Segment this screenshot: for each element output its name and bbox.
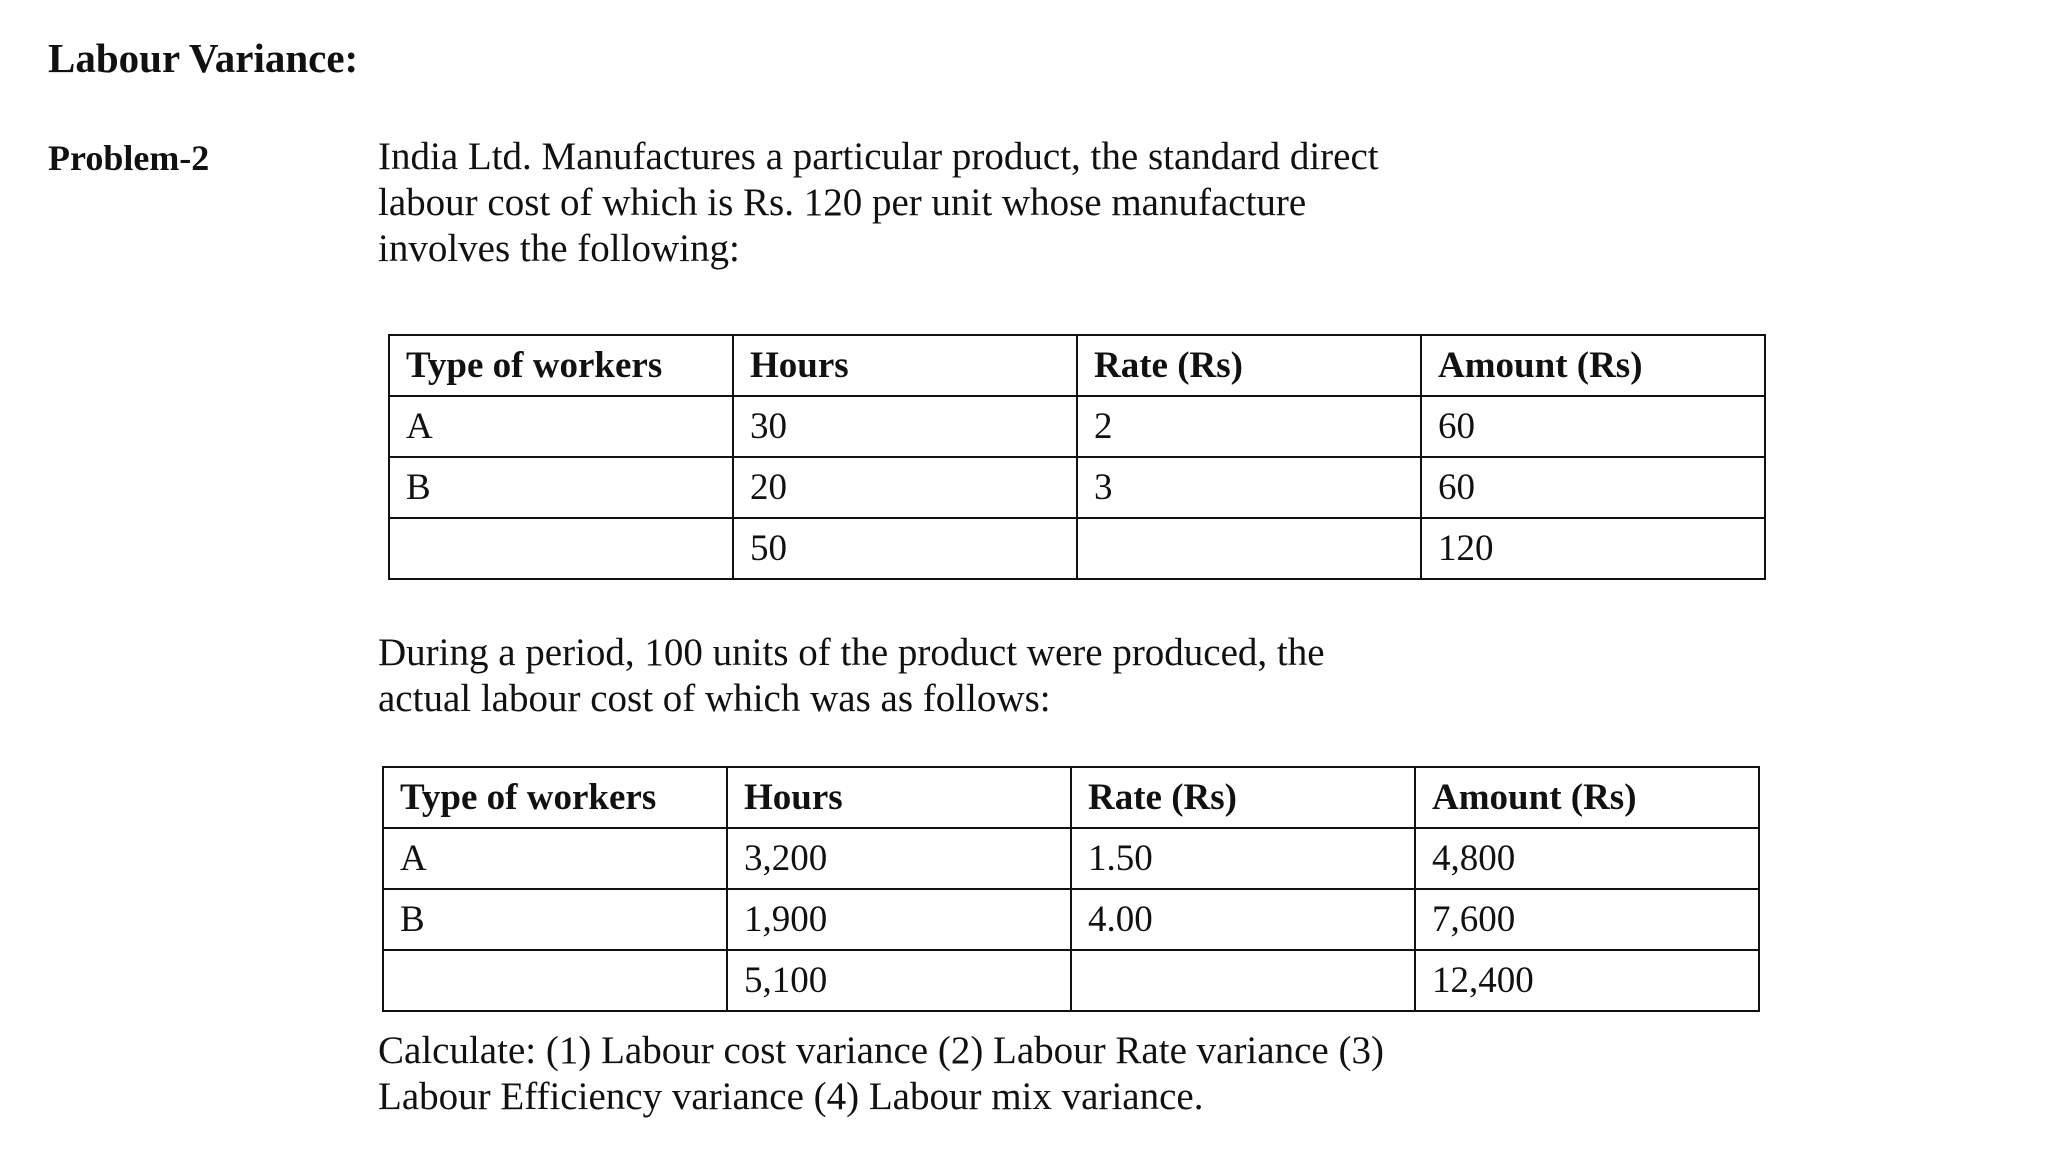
table-cell: 120 — [1421, 518, 1765, 579]
table-header-row — [383, 767, 1759, 828]
question-paragraph — [378, 1028, 1384, 1120]
actual-cost-table — [382, 766, 1760, 1012]
table-row — [383, 889, 1759, 950]
table-cell: 3 — [1077, 457, 1421, 518]
table-cell: 60 — [1421, 396, 1765, 457]
table-cell: A — [389, 396, 733, 457]
table-cell: 5,100 — [727, 950, 1071, 1011]
column-header: Type of workers — [389, 335, 733, 396]
table-cell: 2 — [1077, 396, 1421, 457]
table-row — [389, 457, 1765, 518]
table-cell: A — [383, 828, 727, 889]
column-header: Amount (Rs) — [1421, 335, 1765, 396]
question-line: Labour Efficiency variance (4) Labour mix variance. — [378, 1075, 1204, 1118]
column-header: Rate (Rs) — [1071, 767, 1415, 828]
table-cell: 50 — [733, 518, 1077, 579]
column-header: Amount (Rs) — [1415, 767, 1759, 828]
intro-line: labour cost of which is Rs. 120 per unit whose manufacture — [378, 181, 1307, 224]
intro-line: involves the following: — [378, 227, 740, 270]
table-cell: 20 — [733, 457, 1077, 518]
period-line: actual labour cost of which was as follows: — [378, 677, 1051, 720]
table-cell — [1071, 950, 1415, 1011]
table-row — [389, 396, 1765, 457]
table-cell: 7,600 — [1415, 889, 1759, 950]
intro-line: India Ltd. Manufactures a particular product, the standard direct — [378, 135, 1379, 178]
page-heading: Labour Variance: — [48, 35, 359, 81]
column-header: Hours — [727, 767, 1071, 828]
table-cell: 4.00 — [1071, 889, 1415, 950]
period-line: During a period, 100 units of the product were produced, the — [378, 631, 1325, 674]
table-cell: 12,400 — [1415, 950, 1759, 1011]
table-cell — [1077, 518, 1421, 579]
table-cell — [389, 518, 733, 579]
table-cell: 30 — [733, 396, 1077, 457]
table-cell: B — [383, 889, 727, 950]
table-cell — [383, 950, 727, 1011]
question-line: Calculate: (1) Labour cost variance (2) Labour Rate variance (3) — [378, 1029, 1384, 1072]
table-total-row — [389, 518, 1765, 579]
table-cell: 1.50 — [1071, 828, 1415, 889]
table-cell: 4,800 — [1415, 828, 1759, 889]
table-header-row — [389, 335, 1765, 396]
table-cell: B — [389, 457, 733, 518]
table-cell: 60 — [1421, 457, 1765, 518]
table-total-row — [383, 950, 1759, 1011]
column-header: Hours — [733, 335, 1077, 396]
column-header: Rate (Rs) — [1077, 335, 1421, 396]
period-paragraph — [378, 630, 1325, 722]
standard-cost-table — [388, 334, 1766, 580]
table-cell: 3,200 — [727, 828, 1071, 889]
table-cell: 1,900 — [727, 889, 1071, 950]
table-row — [383, 828, 1759, 889]
column-header: Type of workers — [383, 767, 727, 828]
intro-paragraph — [378, 134, 1379, 272]
problem-label: Problem-2 — [48, 138, 210, 178]
